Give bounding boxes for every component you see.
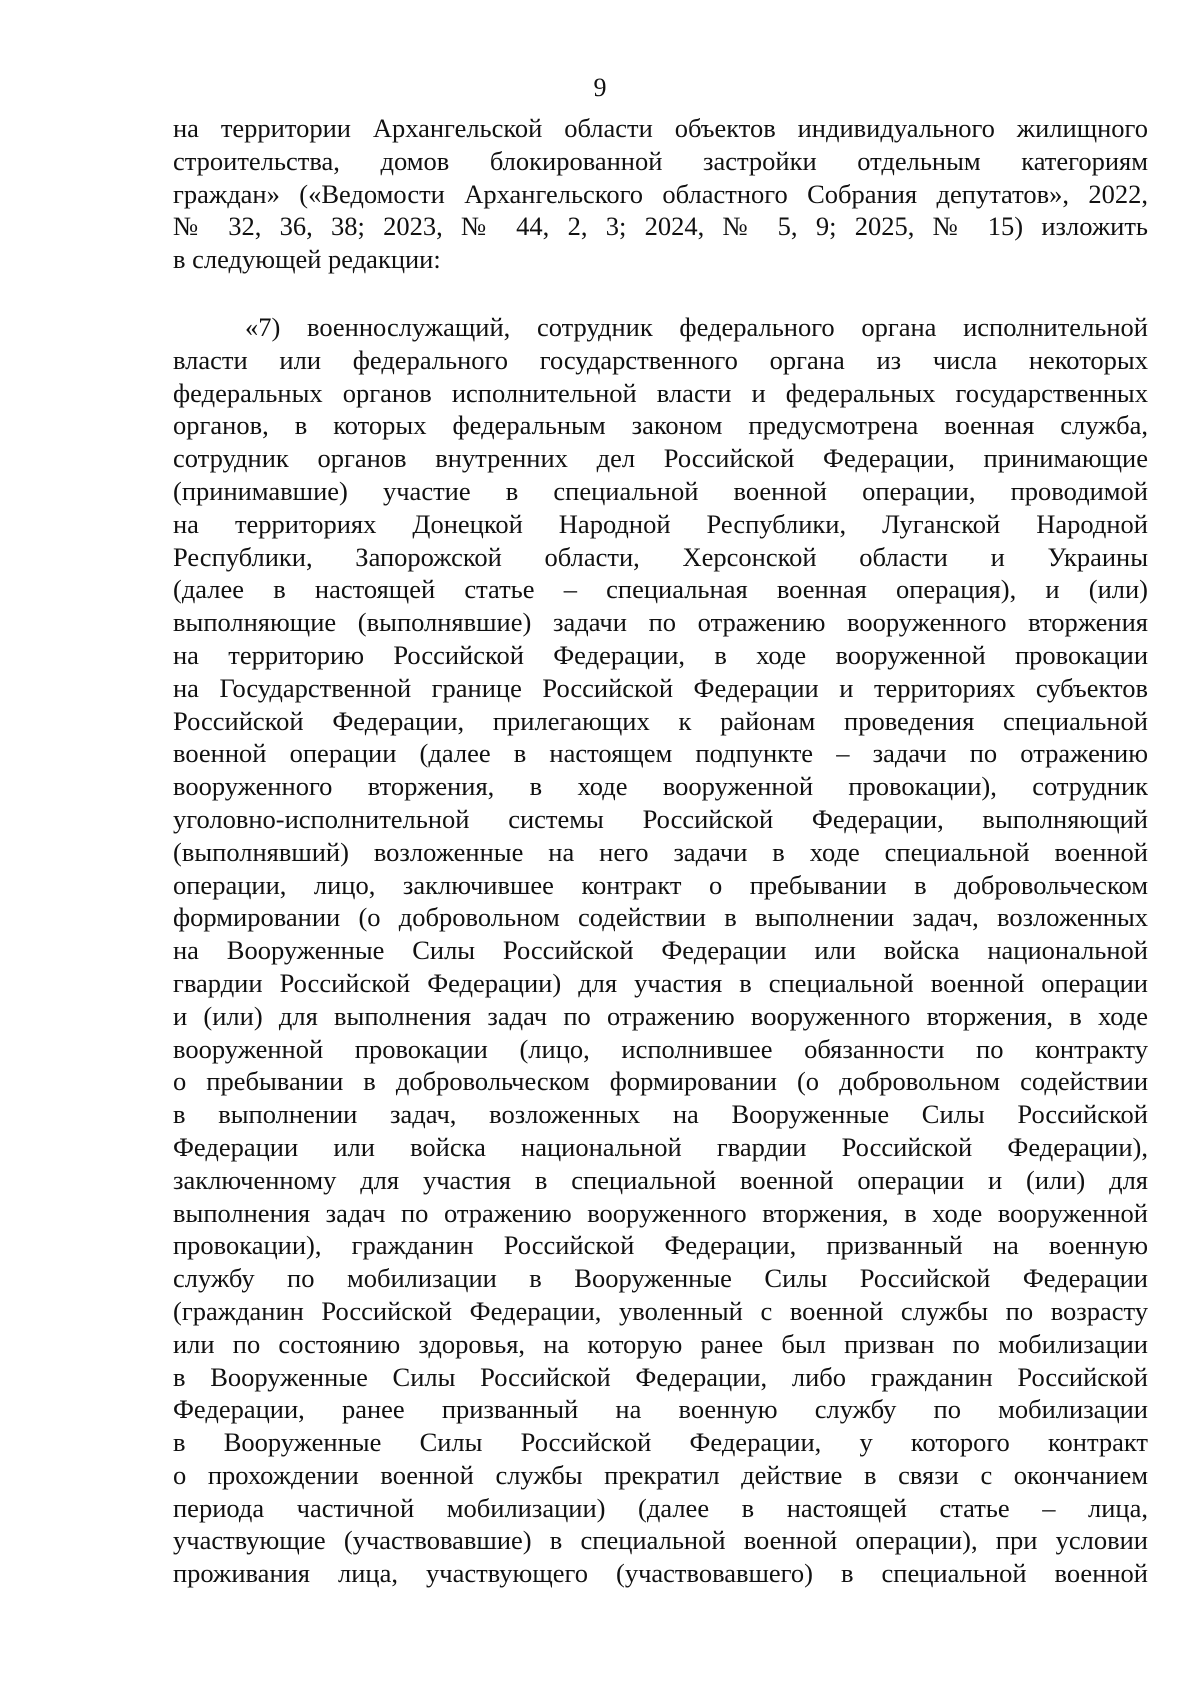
paragraph-line: (далее в настоящей статье – специальная военная операция), и (или) xyxy=(173,574,1148,605)
paragraph-line: сотрудник органов внутренних дел Российской Федерации, принимающие xyxy=(173,443,1148,474)
paragraph-line: граждан» («Ведомости Архангельского областного Собрания депутатов», 2022, xyxy=(173,178,1148,209)
paragraph-line: «7) военнослужащий, сотрудник федерального органа исполнительной xyxy=(245,312,1148,342)
paragraph-line: в выполнении задач, возложенных на Вооруженные Силы Российской xyxy=(173,1099,1148,1130)
paragraph-line: на Вооруженные Силы Российской Федерации или войска национальной xyxy=(173,935,1148,966)
paragraph-line: заключенному для участия в специальной военной операции и (или) для xyxy=(173,1164,1148,1195)
paragraph-line: на Государственной границе Российской Федерации и территориях субъектов xyxy=(173,672,1148,703)
paragraph-line: (принимавшие) участие в специальной военной операции, проводимой xyxy=(173,475,1148,506)
paragraph-line: вооруженного вторжения, в ходе вооруженной провокации), сотрудник xyxy=(173,771,1148,802)
paragraph-line: участвующие (участвовавшие) в специальной военной операции), при условии xyxy=(173,1525,1148,1556)
paragraph-line: (выполнявший) возложенные на него задачи в ходе специальной военной xyxy=(173,836,1148,867)
paragraph-line: органов, в которых федеральным законом предусмотрена военная служба, xyxy=(173,410,1148,441)
paragraph-line: гвардии Российской Федерации) для участия в специальной военной операции xyxy=(173,967,1148,998)
paragraph-line: уголовно-исполнительной системы Российской Федерации, выполняющий xyxy=(173,803,1148,834)
paragraph-line: о пребывании в добровольческом формировании (о добровольном содействии xyxy=(173,1066,1148,1097)
paragraph-line: вооруженной провокации (лицо, исполнившее обязанности по контракту xyxy=(173,1033,1148,1064)
paragraph-line: проживания лица, участвующего (участвовавшего) в специальной военной xyxy=(173,1558,1148,1589)
paragraph-line: Республики, Запорожской области, Херсонской области и Украины xyxy=(173,541,1148,572)
clause-7-paragraph xyxy=(173,311,1148,1590)
paragraph-line: в следующей редакции: xyxy=(173,244,441,275)
paragraph-line: о прохождении военной службы прекратил действие в связи с окончанием xyxy=(173,1459,1148,1490)
paragraph-line: службу по мобилизации в Вооруженные Силы Российской Федерации xyxy=(173,1263,1148,1294)
paragraph-line: провокации), гражданин Российской Федерации, призванный на военную xyxy=(173,1230,1148,1261)
page-number: 9 xyxy=(593,73,607,102)
paragraph-line: и (или) для выполнения задач по отражению вооруженного вторжения, в ходе xyxy=(173,1000,1148,1031)
paragraph-line: в Вооруженные Силы Российской Федерации, либо гражданин Российской xyxy=(173,1361,1148,1392)
intro-paragraph xyxy=(173,112,1148,276)
paragraph-line: или по состоянию здоровья, на которую ранее был призван по мобилизации xyxy=(173,1328,1148,1359)
paragraph-line: строительства, домов блокированной застройки отдельным категориям xyxy=(173,145,1148,176)
paragraph-line: на территории Архангельской области объектов индивидуального жилищного xyxy=(173,113,1148,143)
paragraph-line: на территорию Российской Федерации, в ходе вооруженной провокации xyxy=(173,639,1148,670)
paragraph-line: (гражданин Российской Федерации, уволенный с военной службы по возрасту xyxy=(173,1295,1148,1326)
paragraph-line: Российской Федерации, прилегающих к районам проведения специальной xyxy=(173,705,1148,736)
paragraph-line: формировании (о добровольном содействии в выполнении задач, возложенных xyxy=(173,902,1148,933)
paragraph-line: выполняющие (выполнявшие) задачи по отражению вооруженного вторжения xyxy=(173,607,1148,638)
paragraph-line: операции, лицо, заключившее контракт о пребывании в добровольческом xyxy=(173,869,1148,900)
paragraph-line: на территориях Донецкой Народной Республики, Луганской Народной xyxy=(173,508,1148,539)
paragraph-line: военной операции (далее в настоящем подпункте – задачи по отражению xyxy=(173,738,1148,769)
paragraph-line: в Вооруженные Силы Российской Федерации, у которого контракт xyxy=(173,1427,1148,1458)
paragraph-line: власти или федерального государственного органа из числа некоторых xyxy=(173,344,1148,375)
paragraph-line: выполнения задач по отражению вооруженного вторжения, в ходе вооруженной xyxy=(173,1197,1148,1228)
paragraph-line: Федерации, ранее призванный на военную службу по мобилизации xyxy=(173,1394,1148,1425)
paragraph-line: федеральных органов исполнительной власти и федеральных государственных xyxy=(173,377,1148,408)
paragraph-line: № 32, 36, 38; 2023, № 44, 2, 3; 2024, № 5, 9; 2025, № 15) изложить xyxy=(173,211,1148,242)
paragraph-line: Федерации или войска национальной гвардии Российской Федерации), xyxy=(173,1131,1148,1162)
paragraph-line: периода частичной мобилизации) (далее в настоящей статье – лица, xyxy=(173,1492,1148,1523)
